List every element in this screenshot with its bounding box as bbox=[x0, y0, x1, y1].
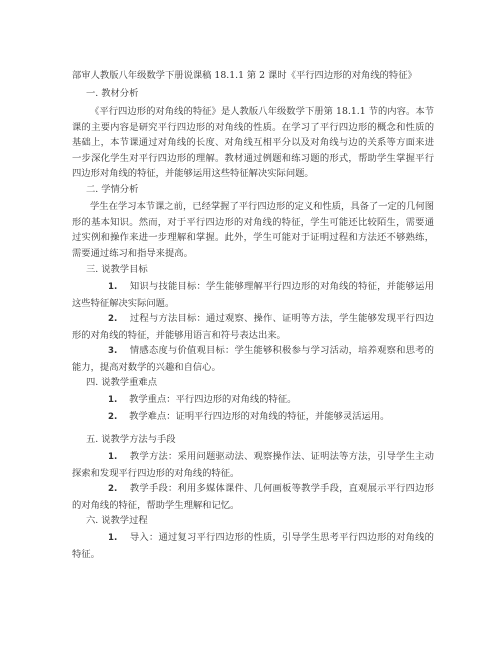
section-paragraph-student-analysis: 学生在学习本节课之前，已经掌握了平行四边形的定义和性质，具备了一定的几何图形的基本知识。然而，对于平行四边形的对角线的特征，学生可能还比较陌生，需要通过实例和操作来进一步理解和掌握。此外，学生可能对于证明过程和方法还不够熟练，需要通过练习和指导来提高。 bbox=[72, 201, 434, 259]
list-item-text: 教学难点：证明平行四边形的对角线的特征，并能够灵活运用。 bbox=[129, 411, 390, 422]
list-item-number: 1. bbox=[108, 395, 118, 405]
list-item-number: 3. bbox=[108, 346, 118, 356]
list-item-text: 教学手段：利用多媒体课件、几何画板等教学手段，直观展示平行四边形的对角线的特征，帮助学生理解和记忆。 bbox=[72, 483, 434, 511]
list-item-method-1 bbox=[72, 449, 434, 481]
list-item-number: 2. bbox=[108, 314, 118, 324]
list-item-text: 教学重点：平行四边形的对角线的特征。 bbox=[129, 394, 297, 405]
document-title: 部审人教版八年级数学下册说课稿 18.1.1 第 2 课时《平行四边形的对角线的特征》 bbox=[72, 70, 417, 81]
section-heading-textbook-analysis: 一. 教材分析 bbox=[86, 88, 139, 99]
section-paragraph-textbook-analysis: 《平行四边形的对角线的特征》是人教版八年级数学下册第 18.1.1 节的内容。本节课的主要内容是研究平行四边形的对角线的性质。在学习了平行四边形的概念和性质的基础上，本节课通过对角线的长度、对角线互相平分以及对角线与边的关系等方面来进一步深化学生对平行四边形的理解。教材通过例题和练习题的形式，帮助学生掌握平行四边形对角线的特征，并能够运用这些特征解决实际问题。 bbox=[72, 106, 434, 180]
list-item-objective-3 bbox=[72, 343, 434, 375]
list-item-number: 2. bbox=[108, 484, 118, 494]
list-item-text: 过程与方法目标：通过观察、操作、证明等方法，学生能够发现平行四边形的对角线的特征，并能够用语言和符号表达出来。 bbox=[72, 313, 434, 341]
list-item-text: 教学方法：采用问题驱动法、观察操作法、证明法等方法，引导学生主动探索和发现平行四边形的对角线的特征。 bbox=[72, 451, 434, 479]
list-item-text: 情感态度与价值观目标：学生能够积极参与学习活动，培养观察和思考的能力，提高对数学的兴趣和自信心。 bbox=[72, 345, 434, 373]
list-item-number: 1. bbox=[108, 533, 118, 543]
list-item-number: 1. bbox=[108, 452, 118, 462]
list-item-objective-1 bbox=[72, 279, 434, 311]
list-item-number: 2. bbox=[108, 412, 118, 422]
list-item-text: 知识与技能目标：学生能够理解平行四边形的对角线的特征，并能够运用这些特征解决实际问题。 bbox=[72, 281, 434, 309]
section-heading-teaching-objectives: 三. 说教学目标 bbox=[86, 264, 148, 275]
section-heading-student-analysis: 二. 学情分析 bbox=[86, 184, 139, 195]
list-item-text: 导入：通过复习平行四边形的性质，引导学生思考平行四边形的对角线的特征。 bbox=[72, 532, 434, 560]
section-heading-methods: 五. 说教学方法与手段 bbox=[86, 434, 176, 445]
list-item-objective-2 bbox=[72, 311, 434, 343]
list-item-method-2 bbox=[72, 481, 434, 513]
list-item-number: 1. bbox=[108, 282, 118, 292]
list-item-process-1 bbox=[72, 530, 434, 562]
list-item-key-point-2 bbox=[72, 409, 434, 426]
section-heading-key-points: 四. 说教学重难点 bbox=[86, 377, 157, 388]
section-heading-teaching-process: 六. 说教学过程 bbox=[86, 515, 148, 526]
list-item-key-point-1 bbox=[72, 392, 434, 409]
